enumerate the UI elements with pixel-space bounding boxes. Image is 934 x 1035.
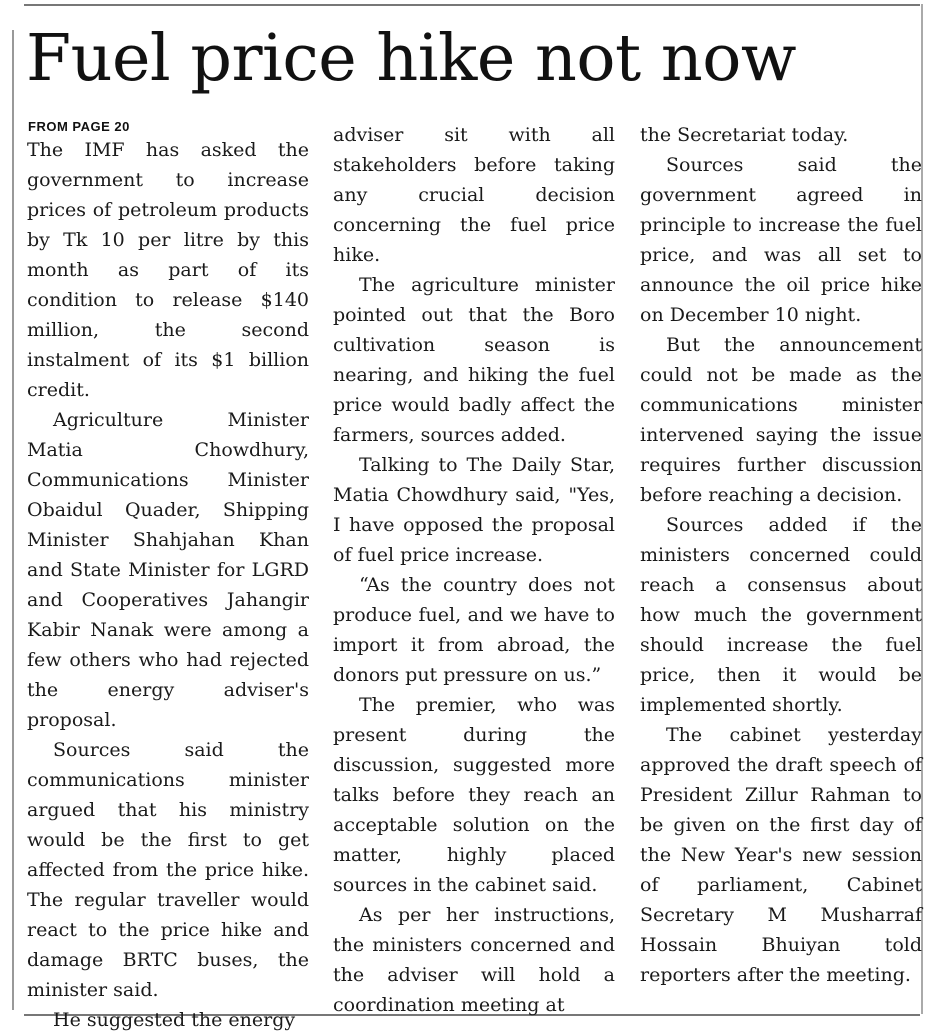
paragraph: The agriculture minister pointed out that the Boro cultivation season is nearing, and hiking the fuel price would badly affect the farmers, sources added.: [333, 274, 615, 446]
top-rule: [24, 4, 920, 6]
article-column-2: [333, 120, 615, 1016]
paragraph: Talking to The Daily Star, Matia Chowdhury said, "Yes, I have opposed the proposal of fuel price increase.: [333, 454, 615, 566]
paragraph: Sources added if the ministers concerned could reach a consensus about how much the government should increase the fuel price, then it would be implemented shortly.: [640, 514, 922, 716]
article-column-3: [640, 120, 922, 1008]
paragraph: The cabinet yesterday approved the draft speech of President Zillur Rahman to be given on the first day of the New Year's new session of parliament, Cabinet Secretary M Musharraf Hossain Bhuiyan told reporters after the meeting.: [640, 724, 922, 986]
left-column-rule: [12, 30, 14, 1010]
continuation-dateline: FROM PAGE 20: [28, 119, 130, 134]
paragraph: As per her instructions, the ministers concerned and the adviser will hold a coordination meeting at: [333, 904, 615, 1016]
article-headline: Fuel price hike not now: [26, 21, 796, 96]
paragraph: the Secretariat today.: [640, 124, 849, 146]
paragraph: adviser sit with all stakeholders before taking any crucial decision concerning the fuel price hike.: [333, 124, 615, 266]
paragraph: But the announcement could not be made as the communications minister intervened saying the issue requires further discussion before reaching a decision.: [640, 334, 922, 506]
paragraph: Sources said the government agreed in principle to increase the fuel price, and was all set to announce the oil price hike on December 10 night.: [640, 154, 922, 326]
article-column-1: [27, 135, 309, 1031]
paragraph: The IMF has asked the government to increase prices of petroleum products by Tk 10 per litre by this month as part of its condition to release $140 million, the second instalment of its $1 billion credit.: [27, 139, 309, 401]
paragraph: “As the country does not produce fuel, and we have to import it from abroad, the donors put pressure on us.”: [333, 574, 615, 686]
paragraph: The premier, who was present during the discussion, suggested more talks before they reach an acceptable solution on the matter, highly placed sources in the cabinet said.: [333, 694, 615, 896]
paragraph: He suggested the energy: [53, 1009, 296, 1031]
paragraph: Sources said the communications minister argued that his ministry would be the first to get affected from the price hike. The regular traveller would react to the price hike and damage BRTC buses, the minister said.: [27, 739, 309, 1001]
paragraph: Agriculture Minister Matia Chowdhury, Communications Minister Obaidul Quader, Shipping Minister Shahjahan Khan and State Minister for LGRD and Cooperatives Jahangir Kabir Nanak were among a few others who had rejected the energy adviser's proposal.: [27, 409, 309, 731]
